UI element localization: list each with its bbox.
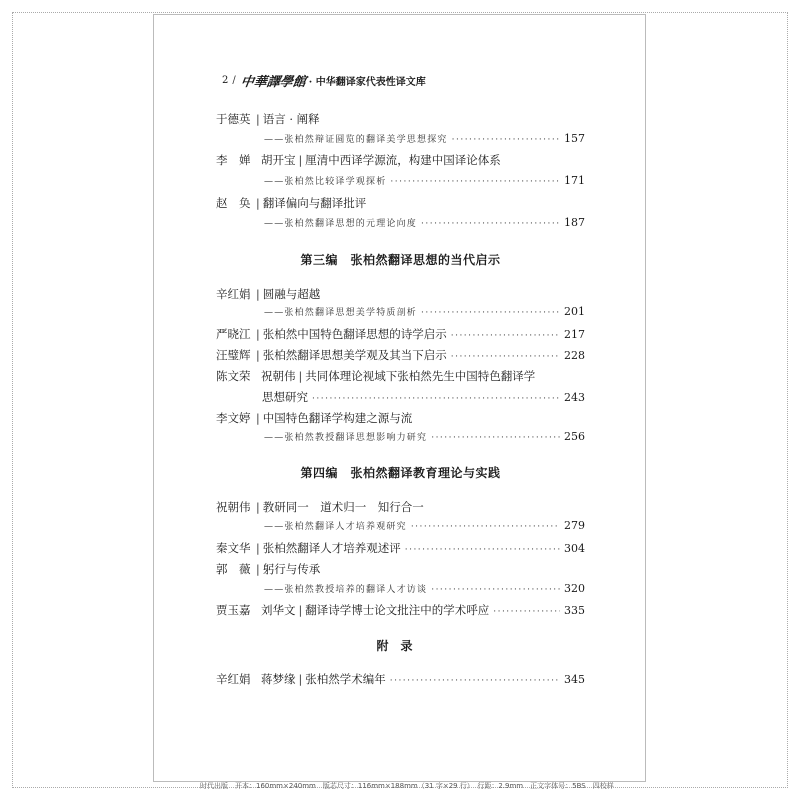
- toc-subtitle-line: [216, 174, 585, 194]
- toc-subtitle-line: [216, 582, 585, 602]
- article-title: 张柏然翻译思想美学观及其当下启示: [262, 348, 447, 362]
- divider-bar: |: [298, 370, 303, 383]
- article-title: 翻译偏向与翻译批评: [262, 196, 367, 210]
- page-ref: 201: [564, 305, 585, 318]
- toc-continuation-line: [216, 389, 585, 409]
- toc-subtitle-line: [216, 430, 585, 450]
- article-title: 躬行与传承: [262, 562, 321, 576]
- divider-bar: |: [256, 197, 260, 210]
- article-title: 语言 · 阐释: [262, 112, 320, 126]
- separator-slash: /: [232, 74, 236, 86]
- page-ref: 187: [564, 216, 585, 229]
- page-ref: 279: [564, 519, 585, 532]
- divider-bar: |: [298, 154, 303, 167]
- author-name: 李文婷: [216, 411, 251, 425]
- article-title: 翻译诗学博士论文批注中的学术呼应: [305, 603, 490, 617]
- coauthor-name: 蒋梦缘: [261, 672, 296, 686]
- toc-entry: [216, 602, 585, 622]
- page-ref: 157: [564, 132, 585, 145]
- dot-leader: [452, 135, 560, 145]
- toc-subtitle-line: [216, 305, 585, 325]
- dot-leader: [421, 219, 560, 229]
- article-subtitle: ——张柏然教授翻译思想影响力研究: [264, 433, 428, 443]
- print-specs-footer: 时代出版 开本：160mm×240mm 版芯尺寸：116mm×188mm（31 字×29 行） 行距：2.9mm 正文字体号：5BS 四校样: [200, 782, 614, 790]
- toc-entry: [216, 368, 585, 388]
- divider-bar: |: [256, 563, 260, 576]
- author-name: 祝朝伟: [216, 500, 251, 514]
- page-ref: 345: [564, 673, 585, 686]
- toc-entry: [216, 326, 585, 346]
- toc-entry: [216, 347, 585, 367]
- dot-leader: [451, 331, 560, 341]
- dot-leader: [421, 308, 560, 318]
- toc-entry: [216, 111, 585, 131]
- toc-entry: [216, 540, 585, 560]
- author-name: 于德英: [216, 112, 251, 126]
- divider-bar: |: [256, 501, 260, 514]
- article-title: 共同体理论视域下张柏然先生中国特色翻译学: [305, 369, 536, 383]
- article-title: 张柏然学术编年: [305, 672, 386, 686]
- page-ref: 171: [564, 174, 585, 187]
- author-name: 严晓江: [216, 327, 251, 341]
- page-ref: 228: [564, 349, 585, 362]
- article-title: 张柏然翻译人才培养观述评: [262, 541, 401, 555]
- divider-bar: |: [256, 328, 260, 341]
- divider-bar: |: [298, 673, 303, 686]
- author-name: 辛红娟: [216, 287, 251, 301]
- toc-entry: [216, 499, 585, 519]
- coauthor-name: 胡开宝: [261, 153, 296, 167]
- article-title: 圆融与超越: [262, 287, 321, 301]
- article-subtitle: ——张柏然教授培养的翻译人才访谈: [264, 585, 428, 595]
- dot-leader: [431, 585, 560, 595]
- author-name: 郭 薇: [216, 562, 251, 576]
- article-subtitle: ——张柏然比较译学观探析: [264, 177, 387, 187]
- author-name: 秦文华: [216, 541, 251, 555]
- toc-entry: [216, 671, 585, 691]
- coauthor-name: 刘华文: [261, 603, 296, 617]
- divider-bar: |: [298, 604, 303, 617]
- section-heading-part4: 第四编 张柏然翻译教育理论与实践: [300, 466, 501, 480]
- dot-leader: [451, 352, 560, 362]
- article-title: 教研同一 道术归一 知行合一: [262, 500, 424, 514]
- article-title: 张柏然中国特色翻译思想的诗学启示: [262, 327, 447, 341]
- article-subtitle: ——张柏然翻译思想的元理论向度: [264, 219, 418, 229]
- toc-subtitle-line: [216, 519, 585, 539]
- author-name: 贾玉嘉: [216, 603, 251, 617]
- page-ref: 243: [564, 391, 585, 404]
- title-continuation: 思想研究: [262, 390, 308, 404]
- calligraphy-logo: 中華譯學館: [239, 74, 307, 90]
- toc-subtitle-line: [216, 216, 585, 236]
- author-name: 陈文荣: [216, 369, 251, 383]
- divider-bar: |: [256, 113, 260, 126]
- toc-entry: [216, 286, 585, 306]
- page-number: 2: [222, 74, 229, 86]
- dot-leader: [390, 676, 560, 686]
- divider-bar: |: [256, 349, 260, 362]
- toc-subtitle-line: [216, 132, 585, 152]
- toc-entry: [216, 561, 585, 581]
- dot-leader: [390, 177, 560, 187]
- page-ref: 217: [564, 328, 585, 341]
- dot-leader: [405, 545, 560, 555]
- article-subtitle: ——张柏然翻译思想美学特质剖析: [264, 308, 418, 318]
- author-name: 李 婵: [216, 153, 251, 167]
- dot-leader: [431, 433, 560, 443]
- divider-bar: |: [256, 288, 260, 301]
- toc-entry: [216, 195, 585, 215]
- coauthor-name: 祝朝伟: [261, 369, 296, 383]
- article-title: 中国特色翻译学构建之源与流: [262, 411, 413, 425]
- article-title: 厘清中西译学源流，构建中国译论体系: [305, 153, 501, 167]
- author-name: 辛红娟: [216, 672, 251, 686]
- article-subtitle: ——张柏然翻译人才培养观研究: [264, 522, 407, 532]
- page-ref: 320: [564, 582, 585, 595]
- toc-entry: [216, 410, 585, 430]
- toc-entry: [216, 152, 585, 172]
- section-heading-part3: 第三编 张柏然翻译思想的当代启示: [300, 253, 501, 267]
- dot-leader: [411, 522, 560, 532]
- divider-bar: |: [256, 412, 260, 425]
- series-title: · 中华翻译家代表性译文库: [308, 76, 426, 88]
- page-ref: 256: [564, 430, 585, 443]
- page-ref: 335: [564, 604, 585, 617]
- section-heading-appendix: 附录: [376, 639, 425, 653]
- author-name: 赵 奂: [216, 196, 251, 210]
- article-subtitle: ——张柏然辩证圆览的翻译美学思想探究: [264, 135, 448, 145]
- dot-leader: [493, 607, 560, 617]
- divider-bar: |: [256, 542, 260, 555]
- dot-leader: [312, 394, 560, 404]
- author-name: 汪璧辉: [216, 348, 251, 362]
- page-ref: 304: [564, 542, 585, 555]
